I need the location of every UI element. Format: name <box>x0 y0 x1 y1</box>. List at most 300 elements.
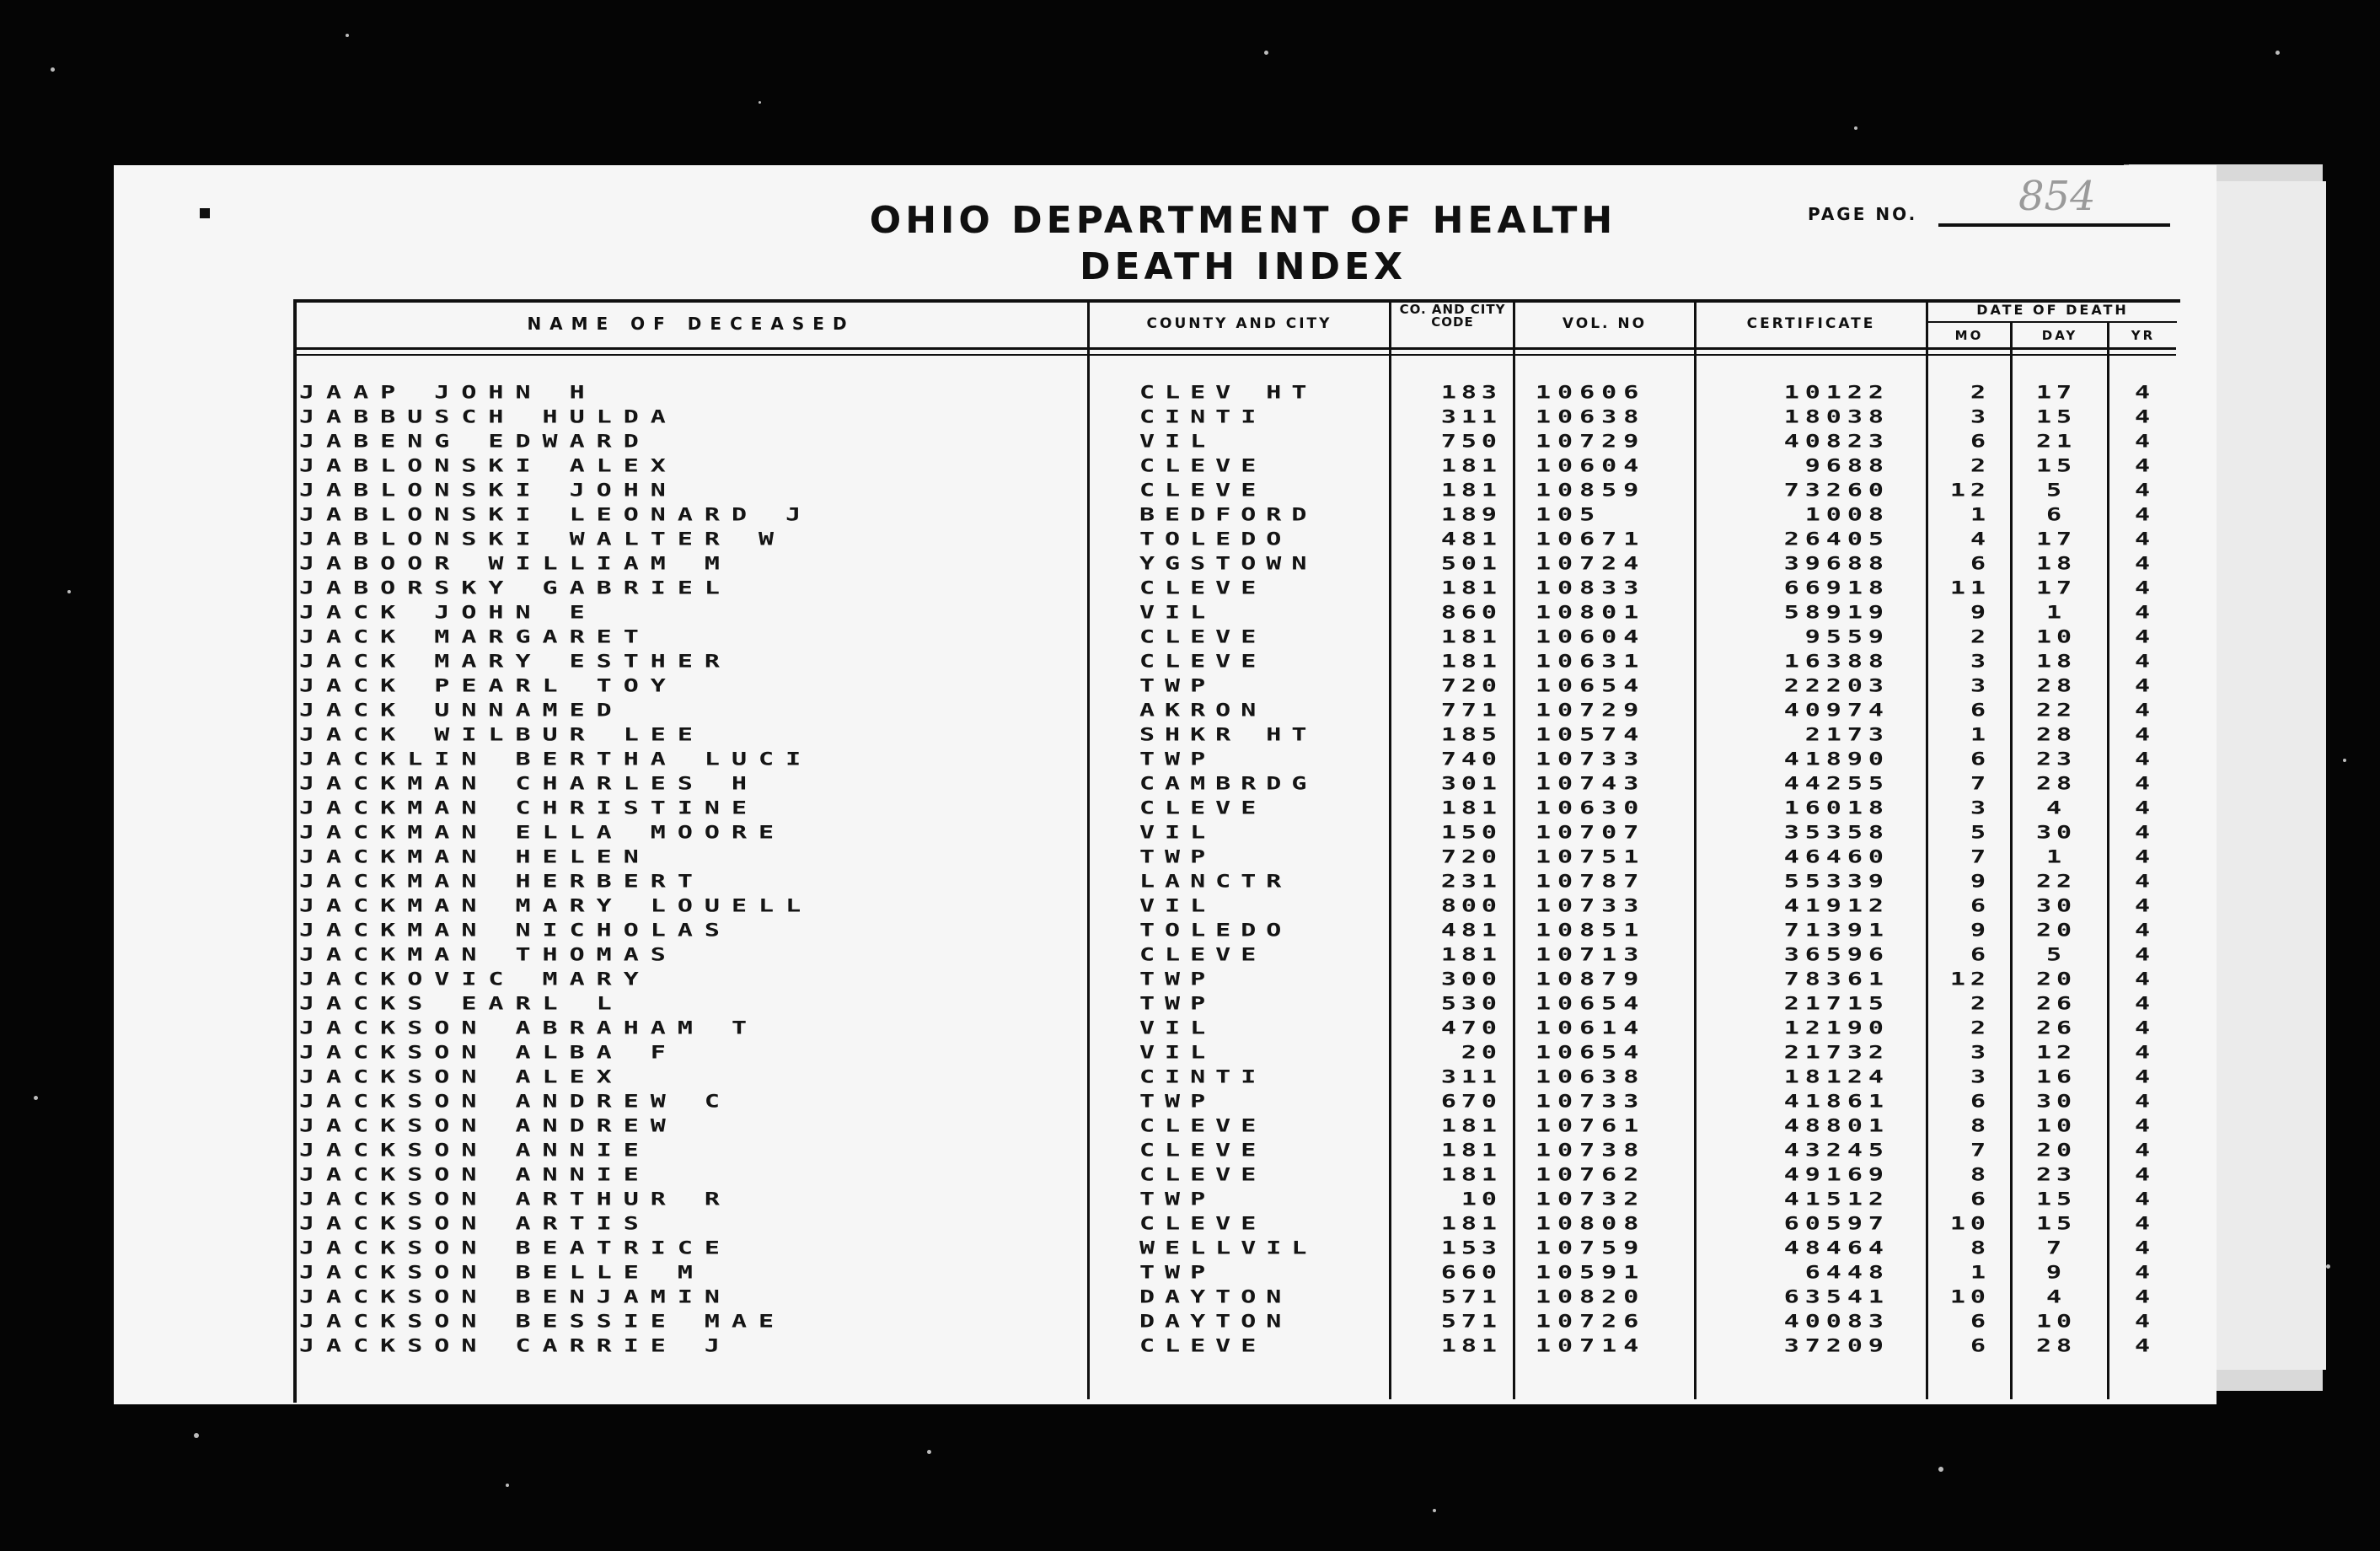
cell-month: 3 <box>1970 650 1991 673</box>
cell-code: 181 <box>1440 1114 1502 1137</box>
cell-month: 9 <box>1970 870 1991 893</box>
cell-year: 4 <box>2134 1261 2151 1284</box>
cell-county: CLEVE <box>1139 797 1267 819</box>
cell-year: 4 <box>2134 1188 2151 1210</box>
table-row <box>0 1114 2380 1138</box>
cell-day: 17 <box>2035 528 2077 550</box>
table-row <box>0 1016 2380 1040</box>
cell-day: 7 <box>2045 1237 2067 1259</box>
cell-name: JACKMAN HELEN <box>299 845 651 868</box>
cell-day: 21 <box>2035 430 2077 453</box>
film-speckle <box>1264 51 1268 55</box>
cell-year: 4 <box>2134 1065 2151 1088</box>
cell-name: JACK JOHN E <box>299 601 597 624</box>
cell-certificate: 43245 <box>1783 1139 1890 1162</box>
column-header-code: CO. AND CITY CODE <box>1399 302 1506 330</box>
cell-year: 4 <box>2134 430 2151 453</box>
cell-month: 1 <box>1970 503 1991 526</box>
cell-code: 181 <box>1440 650 1502 673</box>
cell-code: 181 <box>1440 1139 1502 1162</box>
cell-certificate: 55339 <box>1783 870 1890 893</box>
cell-month: 2 <box>1970 992 1991 1015</box>
cell-name: JACKSON CARRIE J <box>299 1334 732 1357</box>
cell-county: YGSTOWN <box>1139 552 1317 575</box>
table-row <box>0 478 2380 502</box>
cell-name: JACKMAN ELLA MOORE <box>299 821 786 844</box>
cell-vol: 10726 <box>1536 1310 1646 1333</box>
cell-month: 7 <box>1970 845 1991 868</box>
cell-year: 4 <box>2134 454 2151 477</box>
cell-day: 15 <box>2035 1212 2077 1235</box>
table-row <box>0 1162 2380 1187</box>
cell-month: 5 <box>1970 821 1991 844</box>
cell-month: 9 <box>1970 601 1991 624</box>
cell-code: 153 <box>1440 1237 1502 1259</box>
cell-code: 750 <box>1440 430 1502 453</box>
cell-county: CLEVE <box>1139 943 1267 966</box>
cell-day: 10 <box>2035 625 2077 648</box>
cell-name: JACKSON ALEX <box>299 1065 624 1088</box>
cell-certificate: 40974 <box>1783 699 1890 722</box>
cell-certificate: 41912 <box>1783 894 1890 917</box>
cell-vol: 10606 <box>1536 381 1646 404</box>
cell-day: 17 <box>2035 577 2077 599</box>
table-row <box>0 502 2380 527</box>
cell-year: 4 <box>2134 1090 2151 1113</box>
cell-name: JACKMAN CHRISTINE <box>299 797 759 819</box>
cell-name: JACKSON BENJAMIN <box>299 1285 732 1308</box>
table-row <box>0 1211 2380 1236</box>
cell-day: 28 <box>2035 772 2077 795</box>
film-speckle <box>2275 51 2280 55</box>
cell-year: 4 <box>2134 1334 2151 1357</box>
cell-year: 4 <box>2134 748 2151 770</box>
cell-county: CLEVE <box>1139 1139 1267 1162</box>
cell-county: CLEVE <box>1139 1334 1267 1357</box>
cell-month: 2 <box>1970 1017 1991 1039</box>
cell-year: 4 <box>2134 797 2151 819</box>
page-number-value: 854 <box>2018 173 2096 220</box>
cell-name: JACKMAN NICHOLAS <box>299 919 732 942</box>
cell-year: 4 <box>2134 894 2151 917</box>
cell-county: TWP <box>1139 845 1216 868</box>
cell-name: JABLONSKI LEONARD J <box>299 503 813 526</box>
cell-vol: 10591 <box>1536 1261 1646 1284</box>
table-row <box>0 1187 2380 1211</box>
cell-day: 10 <box>2035 1310 2077 1333</box>
cell-name: JACKSON ABRAHAM T <box>299 1017 759 1039</box>
cell-day: 9 <box>2045 1261 2067 1284</box>
page-number-underline <box>1938 223 2170 227</box>
cell-vol: 10820 <box>1536 1285 1646 1308</box>
cell-code: 181 <box>1440 1212 1502 1235</box>
cell-vol: 10733 <box>1536 894 1646 917</box>
cell-day: 26 <box>2035 992 2077 1015</box>
cell-year: 4 <box>2134 625 2151 648</box>
cell-name: JACK MARY ESTHER <box>299 650 732 673</box>
film-speckle <box>758 101 761 104</box>
table-row <box>0 918 2380 942</box>
cell-month: 6 <box>1970 1310 1991 1333</box>
table-row <box>0 1138 2380 1162</box>
table-row <box>0 576 2380 600</box>
cell-day: 28 <box>2035 723 2077 746</box>
cell-certificate: 22203 <box>1783 674 1890 697</box>
cell-county: SHKR HT <box>1139 723 1317 746</box>
column-header-month: MO <box>1954 328 1984 343</box>
cell-year: 4 <box>2134 1041 2151 1064</box>
cell-vol: 10733 <box>1536 748 1646 770</box>
cell-code: 481 <box>1440 528 1502 550</box>
film-speckle <box>194 1433 199 1438</box>
cell-vol: 10631 <box>1536 650 1646 673</box>
table-row <box>0 698 2380 722</box>
column-header-name: NAME OF DECEASED <box>527 314 855 334</box>
cell-day: 1 <box>2045 845 2067 868</box>
cell-month: 6 <box>1970 430 1991 453</box>
cell-name: JABOOR WILLIAM M <box>299 552 732 575</box>
cell-certificate: 39688 <box>1783 552 1890 575</box>
cell-day: 15 <box>2035 405 2077 428</box>
cell-county: CLEVE <box>1139 625 1267 648</box>
cell-year: 4 <box>2134 503 2151 526</box>
cell-year: 4 <box>2134 943 2151 966</box>
cell-month: 9 <box>1970 919 1991 942</box>
cell-certificate: 37209 <box>1783 1334 1890 1357</box>
header-rule <box>297 354 2176 356</box>
cell-month: 3 <box>1970 797 1991 819</box>
cell-month: 1 <box>1970 1261 1991 1284</box>
cell-month: 6 <box>1970 1090 1991 1113</box>
cell-code: 501 <box>1440 552 1502 575</box>
page-number-label: PAGE NO. <box>1808 204 1918 224</box>
cell-code: 300 <box>1440 968 1502 990</box>
page-subtitle: DEATH INDEX <box>1079 245 1407 288</box>
cell-day: 1 <box>2045 601 2067 624</box>
cell-day: 6 <box>2045 503 2067 526</box>
film-speckle <box>1854 126 1857 130</box>
column-header-day: DAY <box>2041 328 2078 343</box>
cell-code: 181 <box>1440 454 1502 477</box>
cell-month: 6 <box>1970 1188 1991 1210</box>
cell-code: 860 <box>1440 601 1502 624</box>
cell-county: VIL <box>1139 430 1216 453</box>
column-header-vol: VOL. NO <box>1562 315 1648 332</box>
cell-year: 4 <box>2134 1163 2151 1186</box>
cell-name: JABENG EDWARD <box>299 430 651 453</box>
cell-vol: 10879 <box>1536 968 1646 990</box>
cell-code: 185 <box>1440 723 1502 746</box>
cell-name: JACKSON BELLE M <box>299 1261 705 1284</box>
cell-month: 2 <box>1970 381 1991 404</box>
cell-name: JABLONSKI JOHN <box>299 479 678 502</box>
cell-month: 3 <box>1970 1065 1991 1088</box>
cell-name: JACK UNNAMED <box>299 699 624 722</box>
cell-code: 181 <box>1440 797 1502 819</box>
cell-county: CAMBRDG <box>1139 772 1317 795</box>
cell-day: 18 <box>2035 552 2077 575</box>
cell-certificate: 44255 <box>1783 772 1890 795</box>
cell-code: 311 <box>1440 1065 1502 1088</box>
cell-vol: 10743 <box>1536 772 1646 795</box>
column-header-certificate: CERTIFICATE <box>1746 315 1876 332</box>
cell-certificate: 21715 <box>1783 992 1890 1015</box>
cell-year: 4 <box>2134 674 2151 697</box>
cell-day: 30 <box>2035 821 2077 844</box>
table-row <box>0 1236 2380 1260</box>
cell-day: 22 <box>2035 699 2077 722</box>
cell-county: VIL <box>1139 1041 1216 1064</box>
cell-certificate: 18124 <box>1783 1065 1890 1088</box>
cell-vol: 10724 <box>1536 552 1646 575</box>
cell-month: 6 <box>1970 943 1991 966</box>
cell-day: 30 <box>2035 1090 2077 1113</box>
film-speckle <box>1433 1509 1436 1512</box>
cell-vol: 10654 <box>1536 674 1646 697</box>
cell-name: JABBUSCH HULDA <box>299 405 678 428</box>
cell-day: 12 <box>2035 1041 2077 1064</box>
cell-county: VIL <box>1139 1017 1216 1039</box>
cell-name: JACKSON ANDREW C <box>299 1090 732 1113</box>
cell-vol: 10638 <box>1536 1065 1646 1088</box>
cell-county: CINTI <box>1139 1065 1267 1088</box>
cell-day: 15 <box>2035 454 2077 477</box>
cell-day: 5 <box>2045 943 2067 966</box>
cell-code: 530 <box>1440 992 1502 1015</box>
cell-certificate: 2173 <box>1804 723 1890 746</box>
cell-day: 5 <box>2045 479 2067 502</box>
cell-day: 28 <box>2035 674 2077 697</box>
cell-code: 189 <box>1440 503 1502 526</box>
cell-month: 12 <box>1949 479 1991 502</box>
column-header-date-of-death: DATE OF DEATH <box>1976 302 2129 318</box>
cell-day: 28 <box>2035 1334 2077 1357</box>
cell-year: 4 <box>2134 1212 2151 1235</box>
cell-name: JACKSON ARTIS <box>299 1212 651 1235</box>
table-row <box>0 674 2380 698</box>
cell-code: 231 <box>1440 870 1502 893</box>
column-header-year: YR <box>2131 328 2156 343</box>
cell-day: 23 <box>2035 1163 2077 1186</box>
cell-month: 8 <box>1970 1114 1991 1137</box>
cell-certificate: 21732 <box>1783 1041 1890 1064</box>
table-row <box>0 1309 2380 1334</box>
cell-name: JABLONSKI ALEX <box>299 454 678 477</box>
cell-certificate: 41861 <box>1783 1090 1890 1113</box>
cell-year: 4 <box>2134 479 2151 502</box>
cell-code: 181 <box>1440 1163 1502 1186</box>
cell-month: 6 <box>1970 1334 1991 1357</box>
cell-county: TOLEDO <box>1139 919 1292 942</box>
cell-county: CLEV HT <box>1139 381 1317 404</box>
film-speckle <box>506 1484 509 1487</box>
cell-certificate: 41512 <box>1783 1188 1890 1210</box>
cell-vol: 10707 <box>1536 821 1646 844</box>
cell-month: 11 <box>1949 577 1991 599</box>
cell-vol: 10614 <box>1536 1017 1646 1039</box>
cell-vol: 10729 <box>1536 699 1646 722</box>
cell-name: JACKMAN CHARLES H <box>299 772 759 795</box>
cell-code: 181 <box>1440 1334 1502 1357</box>
cell-code: 481 <box>1440 919 1502 942</box>
cell-year: 4 <box>2134 1139 2151 1162</box>
cell-month: 2 <box>1970 625 1991 648</box>
cell-certificate: 71391 <box>1783 919 1890 942</box>
cell-vol: 10654 <box>1536 992 1646 1015</box>
header-rule <box>297 347 2176 350</box>
cell-code: 183 <box>1440 381 1502 404</box>
cell-county: CLEVE <box>1139 479 1267 502</box>
cell-vol: 10654 <box>1536 1041 1646 1064</box>
cell-certificate: 12190 <box>1783 1017 1890 1039</box>
cell-name: JACKMAN THOMAS <box>299 943 678 966</box>
cell-month: 6 <box>1970 552 1991 575</box>
cell-certificate: 10122 <box>1783 381 1890 404</box>
cell-name: JACKSON BEATRICE <box>299 1237 732 1259</box>
cell-vol: 10751 <box>1536 845 1646 868</box>
cell-vol: 10738 <box>1536 1139 1646 1162</box>
cell-name: JACKSON ANDREW <box>299 1114 678 1137</box>
cell-year: 4 <box>2134 919 2151 942</box>
cell-name: JABORSKY GABRIEL <box>299 577 732 599</box>
cell-certificate: 26405 <box>1783 528 1890 550</box>
cell-certificate: 16388 <box>1783 650 1890 673</box>
cell-code: 20 <box>1461 1041 1502 1064</box>
table-row <box>0 1334 2380 1358</box>
cell-name: JACKOVIC MARY <box>299 968 651 990</box>
table-row <box>0 845 2380 869</box>
table-row <box>0 894 2380 918</box>
cell-county: CLEVE <box>1139 454 1267 477</box>
cell-year: 4 <box>2134 577 2151 599</box>
cell-day: 18 <box>2035 650 2077 673</box>
cell-certificate: 1008 <box>1804 503 1890 526</box>
cell-code: 181 <box>1440 479 1502 502</box>
cell-certificate: 46460 <box>1783 845 1890 868</box>
cell-day: 26 <box>2035 1017 2077 1039</box>
cell-vol: 105 <box>1536 503 1602 526</box>
cell-certificate: 41890 <box>1783 748 1890 770</box>
cell-code: 10 <box>1461 1188 1502 1210</box>
date-header-rule <box>1928 321 2177 323</box>
cell-day: 4 <box>2045 1285 2067 1308</box>
table-row <box>0 1285 2380 1309</box>
cell-month: 8 <box>1970 1237 1991 1259</box>
cell-code: 571 <box>1440 1285 1502 1308</box>
table-row <box>0 649 2380 674</box>
table-row <box>0 551 2380 576</box>
cell-county: AKRON <box>1139 699 1267 722</box>
cell-county: TWP <box>1139 1188 1216 1210</box>
cell-vol: 10732 <box>1536 1188 1646 1210</box>
table-row <box>0 796 2380 820</box>
table-row <box>0 820 2380 845</box>
column-header-county: COUNTY AND CITY <box>1146 315 1332 332</box>
cell-code: 800 <box>1440 894 1502 917</box>
cell-year: 4 <box>2134 405 2151 428</box>
table-row <box>0 1260 2380 1285</box>
table-row <box>0 747 2380 771</box>
cell-day: 4 <box>2045 797 2067 819</box>
table-row <box>0 967 2380 991</box>
cell-county: TWP <box>1139 674 1216 697</box>
cell-name: JACKSON ALBA F <box>299 1041 678 1064</box>
cell-day: 20 <box>2035 919 2077 942</box>
cell-certificate: 18038 <box>1783 405 1890 428</box>
cell-year: 4 <box>2134 1114 2151 1137</box>
cell-certificate: 63541 <box>1783 1285 1890 1308</box>
table-row <box>0 625 2380 649</box>
cell-county: CLEVE <box>1139 1212 1267 1235</box>
cell-name: JACKS EARL L <box>299 992 624 1015</box>
cell-code: 740 <box>1440 748 1502 770</box>
table-row <box>0 405 2380 429</box>
cell-day: 10 <box>2035 1114 2077 1137</box>
cell-name: JACK PEARL TOY <box>299 674 678 697</box>
cell-vol: 10671 <box>1536 528 1646 550</box>
cell-month: 3 <box>1970 405 1991 428</box>
cell-year: 4 <box>2134 699 2151 722</box>
table-row <box>0 429 2380 453</box>
page-title: OHIO DEPARTMENT OF HEALTH <box>869 199 1617 242</box>
table-row <box>0 991 2380 1016</box>
cell-certificate: 40823 <box>1783 430 1890 453</box>
cell-month: 2 <box>1970 454 1991 477</box>
cell-certificate: 58919 <box>1783 601 1890 624</box>
table-row <box>0 771 2380 796</box>
cell-name: JACKSON BESSIE MAE <box>299 1310 786 1333</box>
table-row <box>0 380 2380 405</box>
cell-vol: 10801 <box>1536 601 1646 624</box>
cell-vol: 10630 <box>1536 797 1646 819</box>
cell-code: 771 <box>1440 699 1502 722</box>
cell-year: 4 <box>2134 1285 2151 1308</box>
cell-county: CLEVE <box>1139 1114 1267 1137</box>
cell-month: 12 <box>1949 968 1991 990</box>
film-speckle <box>51 67 55 72</box>
cell-year: 4 <box>2134 1017 2151 1039</box>
cell-name: JACKSON ANNIE <box>299 1163 651 1186</box>
cell-vol: 10759 <box>1536 1237 1646 1259</box>
cell-name: JABLONSKI WALTER W <box>299 528 786 550</box>
cell-county: TOLEDO <box>1139 528 1292 550</box>
cell-code: 311 <box>1440 405 1502 428</box>
cell-year: 4 <box>2134 992 2151 1015</box>
cell-day: 17 <box>2035 381 2077 404</box>
cell-vol: 10604 <box>1536 625 1646 648</box>
cell-county: LANCTR <box>1139 870 1292 893</box>
cell-name: JACK WILBUR LEE <box>299 723 705 746</box>
cell-month: 4 <box>1970 528 1991 550</box>
cell-year: 4 <box>2134 723 2151 746</box>
cell-day: 30 <box>2035 894 2077 917</box>
cell-year: 4 <box>2134 821 2151 844</box>
cell-month: 6 <box>1970 699 1991 722</box>
cell-year: 4 <box>2134 601 2151 624</box>
cell-name: JAAP JOHN H <box>299 381 597 404</box>
cell-name: JACKMAN MARY LOUELL <box>299 894 813 917</box>
cell-month: 6 <box>1970 748 1991 770</box>
table-row <box>0 1040 2380 1065</box>
cell-certificate: 9688 <box>1804 454 1890 477</box>
cell-vol: 10638 <box>1536 405 1646 428</box>
cell-name: JACKSON ANNIE <box>299 1139 651 1162</box>
cell-county: DAYTON <box>1139 1285 1292 1308</box>
cell-certificate: 73260 <box>1783 479 1890 502</box>
cell-code: 181 <box>1440 943 1502 966</box>
cell-day: 20 <box>2035 968 2077 990</box>
card-corner-mark <box>200 208 210 218</box>
